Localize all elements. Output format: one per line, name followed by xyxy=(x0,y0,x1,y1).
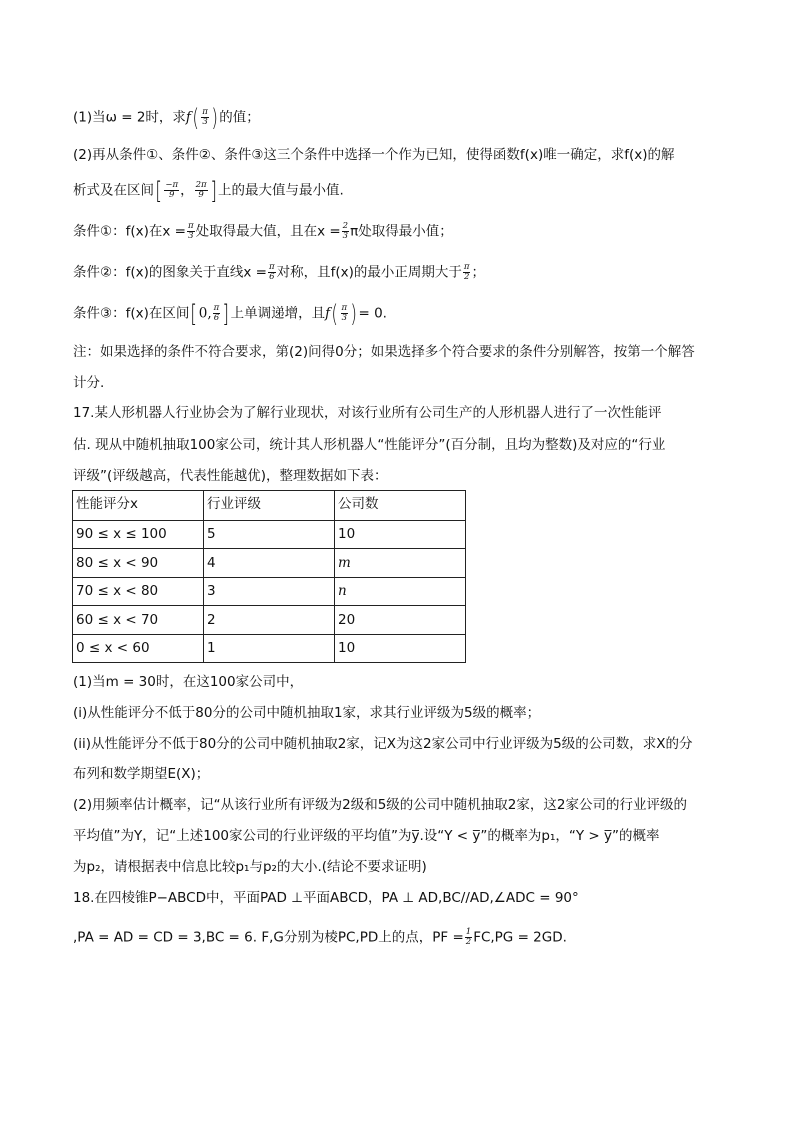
fraction-pi-over-3: $\frac{\pi}{3}$ xyxy=(202,107,208,127)
text: 条件②：f(x)的图象关于直线x = xyxy=(73,264,267,281)
func-f: f xyxy=(325,305,331,322)
fraction-pi-over-3: $\frac{\pi}{3}$ xyxy=(341,303,348,323)
text: 上的最大值与最小值. xyxy=(217,182,344,199)
fraction-pi-over-2: $\frac{\pi}{2}$ xyxy=(463,262,470,282)
fraction-pi-over-6: $\frac{\pi}{6}$ xyxy=(268,262,275,282)
table-cell: 3 xyxy=(204,577,335,606)
text: 条件①：f(x)在x = xyxy=(73,223,186,240)
table-cell: 5 xyxy=(204,520,335,549)
question-16-part-2-cont: 析式及在区间[ $\frac{-\pi}{9}$ ， $\frac{2\pi}{9}$ ]上的最大值与最小值. xyxy=(73,176,344,205)
table-cell: 90 ≤ x ≤ 100 xyxy=(73,520,204,549)
text: 条件③：f(x)在区间 xyxy=(73,305,190,322)
question-17-line-3: 评级”(评级越高，代表性能越优)，整理数据如下表： xyxy=(73,468,388,484)
note-line-2: 计分. xyxy=(73,375,105,391)
table-cell: 4 xyxy=(204,549,335,578)
table-cell: 70 ≤ x < 80 xyxy=(73,577,204,606)
text: 处取得最大值，且在x = xyxy=(195,223,341,240)
fraction-2-over-3: $\frac{2}{3}$ xyxy=(342,221,349,241)
fraction-pi-over-6: $\frac{\pi}{6}$ xyxy=(213,303,220,323)
table-row xyxy=(73,577,466,606)
text: 对称，且f(x)的最小正周期大于 xyxy=(276,264,462,281)
question-16-part-2: (2)再从条件①、条件②、条件③这三个条件中选择一个作为已知，使得函数f(x)唯一确定，求f(x)的解 xyxy=(73,147,675,163)
text: 的值； xyxy=(219,109,260,126)
table-cell: 10 xyxy=(335,520,466,549)
text: ； xyxy=(471,264,485,281)
table-cell: 0 ≤ x < 60 xyxy=(73,634,204,663)
table-cell: 60 ≤ x < 70 xyxy=(73,606,204,635)
question-17-part-2-cont-2: 为p₂，请根据表中信息比较p₁与p₂的大小.(结论不要求证明) xyxy=(73,859,427,875)
text: 析式及在区间 xyxy=(73,182,154,199)
table-cell: 80 ≤ x < 90 xyxy=(73,549,204,578)
table-header-row xyxy=(73,491,466,521)
table-cell: 20 xyxy=(335,606,466,635)
question-17-line-2: 估. 现从中随机抽取100家公司，统计其人形机器人“性能评分”(百分制，且均为整数)及对应的“行业 xyxy=(73,437,666,453)
question-17-part-1: (1)当m = 30时，在这100家公司中， xyxy=(73,674,304,690)
zero: 0, xyxy=(198,305,212,322)
text: 上单调递增，且 xyxy=(230,305,326,322)
table-cell: 10 xyxy=(335,634,466,663)
fraction-2pi-over-9: $\frac{2\pi}{9}$ xyxy=(195,180,207,200)
fraction-neg-pi-over-9: $\frac{-\pi}{9}$ xyxy=(165,180,179,200)
text: π处取得最小值； xyxy=(350,223,453,240)
table-row xyxy=(73,520,466,549)
condition-2 xyxy=(73,263,485,282)
table-row xyxy=(73,606,466,635)
table-header-cell: 性能评分x xyxy=(73,491,204,521)
text: (1)当ω = 2时，求 xyxy=(73,109,186,126)
text: ,PA = AD = CD = 3,BC = 6. F,G分别为棱PC,PD上的点，PF = xyxy=(73,929,464,946)
question-17-part-2: (2)用频率估计概率，记“从该行业所有评级为2级和5级的公司中随机抽取2家，这2家公司的行业评级的 xyxy=(73,797,687,813)
table-cell: m xyxy=(335,549,466,578)
table-header-cell: 公司数 xyxy=(335,491,466,521)
table-header-cell: 行业评级 xyxy=(204,491,335,521)
sep: ， xyxy=(180,182,194,199)
question-17-part-1-ii: (ii)从性能评分不低于80分的公司中随机抽取2家，记X为这2家公司中行业评级为5级的公司数，求X的分 xyxy=(73,736,693,752)
table-cell: n xyxy=(335,577,466,606)
question-17-line-1: 17.某人形机器人行业协会为了解行业现状，对该行业所有公司生产的人形机器人进行了一次性能评 xyxy=(73,405,662,421)
table-cell: 1 xyxy=(204,634,335,663)
table-row xyxy=(73,634,466,663)
text: FC,PG = 2GD. xyxy=(473,929,567,946)
fraction-pi-over-3: $\frac{\pi}{3}$ xyxy=(187,221,194,241)
data-table xyxy=(72,490,466,663)
question-18-line-1: 18.在四棱锥P−ABCD中，平面PAD ⊥平面ABCD，PA ⊥ AD,BC//AD,∠ADC = 90° xyxy=(73,890,579,906)
fraction-1-over-2: $\frac{1}{2}$ xyxy=(465,927,472,947)
question-17-part-1-ii-cont: 布列和数学期望E(X)； xyxy=(73,766,210,782)
question-16-part-1: (1)当ω = 2时，求f( $\frac{\pi}{3}$ )的值； xyxy=(73,103,260,132)
table-cell: 2 xyxy=(204,606,335,635)
condition-1 xyxy=(73,222,453,241)
question-18-line-2 xyxy=(73,928,567,947)
text: = 0. xyxy=(358,305,387,322)
note-line-1: 注：如果选择的条件不符合要求，第(2)问得0分；如果选择多个符合要求的条件分别解答，按第一个解答 xyxy=(73,344,695,360)
condition-3: 条件③：f(x)在区间[0, $\frac{\pi}{6}$ ]上单调递增，且f( $\frac{\pi}{3}$ )= 0. xyxy=(73,299,387,328)
question-17-part-2-cont-1: 平均值”为Y，记“上述100家公司的行业评级的平均值”为y̅.设“Y < y̅”的概率为p₁，“Y > y̅”的概率 xyxy=(73,828,660,844)
question-17-part-1-i: (i)从性能评分不低于80分的公司中随机抽取1家，求其行业评级为5级的概率； xyxy=(73,705,541,721)
table-row xyxy=(73,549,466,578)
func-f: f xyxy=(185,109,191,126)
